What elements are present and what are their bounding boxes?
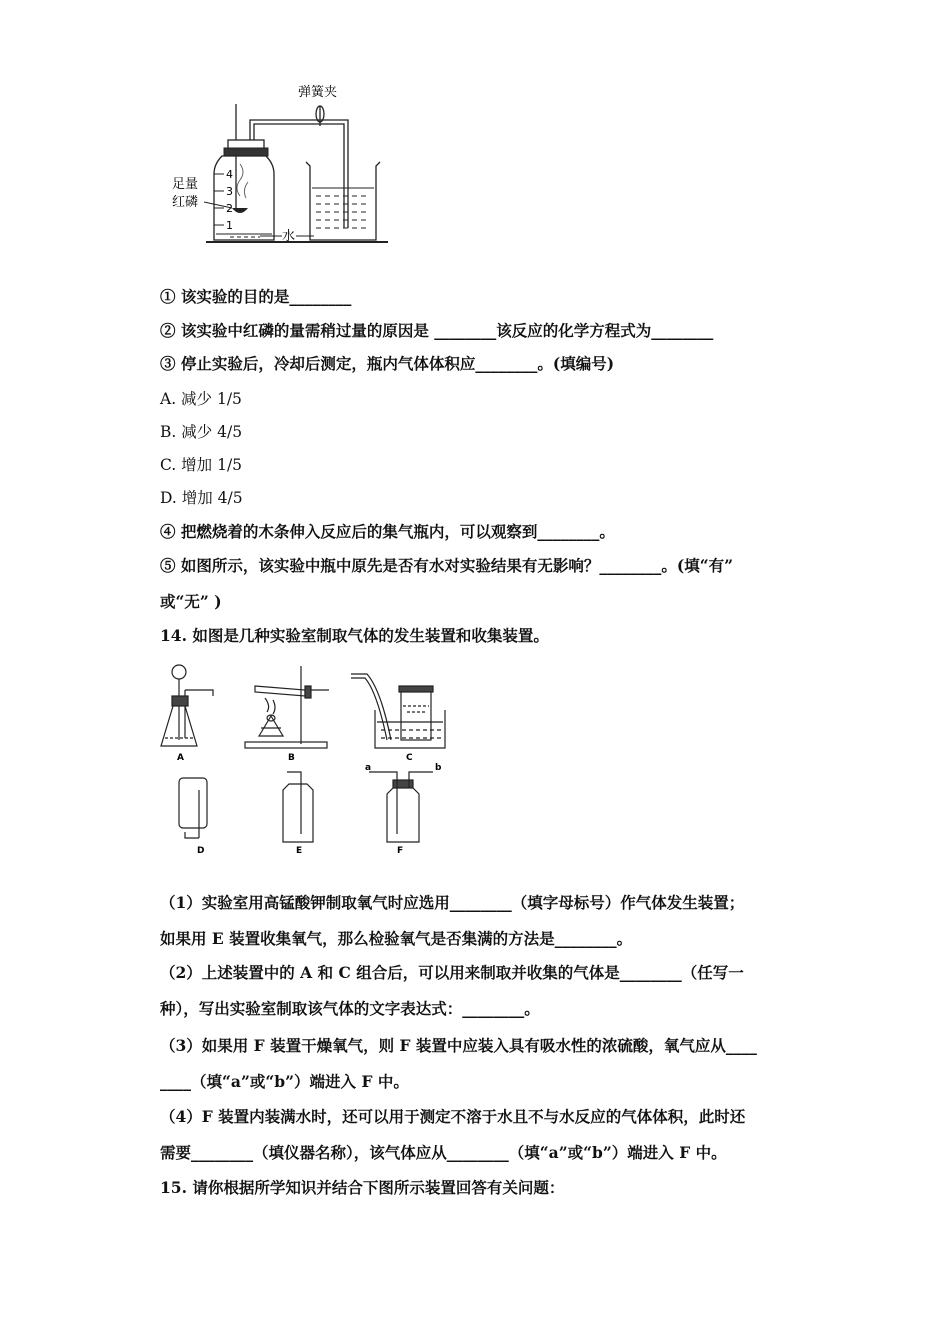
apparatus-c <box>351 674 445 748</box>
q13-line-5: ⑤ 如图所示，该实验中瓶中原先是否有水对实验结果有无影响？________。(填“有” <box>160 556 734 575</box>
scale-mark-4: 4 <box>226 168 233 181</box>
apparatus-figure <box>155 660 465 865</box>
q13-line-1: ① 该实验的目的是________ <box>160 287 352 306</box>
apparatus-d <box>179 778 207 838</box>
q14-line-8: 需要________（填仪器名称），该气体应从________（填“a”或“b”）端进入 F 中。 <box>160 1143 727 1162</box>
scale-mark-2: 2 <box>226 202 233 215</box>
water-label: 水 <box>282 229 296 244</box>
q13-option-d: D. 增加 4/5 <box>160 489 243 507</box>
q14-line-7: （4）F 装置内装满水时，还可以用于测定不溶于水且不与水反应的气体体积，此时还 <box>160 1107 746 1126</box>
port-a-label: a <box>365 763 372 773</box>
apparatus-e <box>283 772 313 842</box>
q14-line-1: （1）实验室用高锰酸钾制取氧气时应选用________（填字母标号）作气体发生装置； <box>160 893 745 912</box>
label-b: B <box>288 753 295 763</box>
apparatus-b <box>245 666 329 748</box>
q14-line-5: （3）如果用 F 装置干燥氧气，则 F 装置中应装入具有吸水性的浓硫酸，氧气应从____ <box>160 1036 757 1055</box>
label-e: E <box>296 846 303 856</box>
scale-mark-1: 1 <box>226 219 233 232</box>
apparatus-a <box>161 665 213 746</box>
clip-label: 弹簧夹 <box>298 85 338 100</box>
label-f: F <box>397 846 404 856</box>
q13-line-4: ④ 把燃烧着的木条伸入反应后的集气瓶内，可以观察到________。 <box>160 522 615 541</box>
q13-option-c: C. 增加 1/5 <box>160 456 243 474</box>
q14-line-3: （2）上述装置中的 A 和 C 组合后，可以用来制取并收集的气体是________（任写一 <box>160 963 744 982</box>
q13-line-2: ② 该实验中红磷的量需稍过量的原因是 ________该反应的化学方程式为________ <box>160 321 714 340</box>
q14-title: 14. 如图是几种实验室制取气体的发生装置和收集装置。 <box>160 626 549 645</box>
q14-line-4: 种），写出实验室制取该气体的文字表达式：________。 <box>160 999 540 1018</box>
q14-line-2: 如果用 E 装置收集氧气，那么检验氧气是否集满的方法是________。 <box>160 929 633 948</box>
label-d: D <box>197 846 205 856</box>
port-b-label: b <box>435 763 442 773</box>
phosphorus-experiment-figure <box>170 78 400 248</box>
phosphorus-label-2: 红磷 <box>172 195 199 210</box>
q13-line-5-cont: 或“无” ) <box>160 592 222 611</box>
q13-option-a: A. 减少 1/5 <box>160 390 242 408</box>
label-c: C <box>406 753 413 763</box>
phosphorus-label-1: 足量 <box>172 177 199 192</box>
scale-mark-3: 3 <box>226 185 233 198</box>
q14-line-6: ____（填“a”或“b”）端进入 F 中。 <box>160 1072 409 1091</box>
q13-line-3: ③ 停止实验后，冷却后测定，瓶内气体体积应________。(填编号) <box>160 354 615 373</box>
apparatus-f <box>369 772 433 842</box>
q15-title: 15. 请你根据所学知识并结合下图所示装置回答有关问题： <box>160 1178 565 1197</box>
label-a: A <box>177 753 184 763</box>
q13-option-b: B. 减少 4/5 <box>160 423 243 441</box>
